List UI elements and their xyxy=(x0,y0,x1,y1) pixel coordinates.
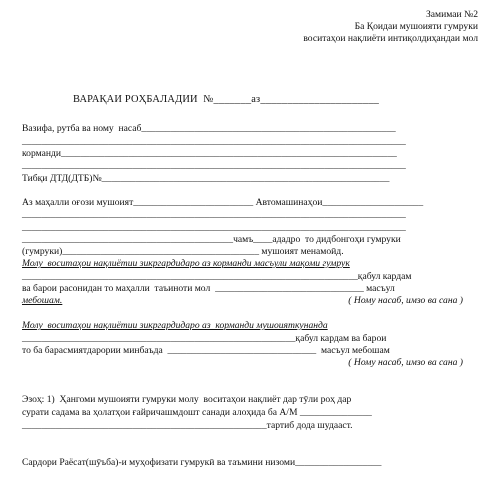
document-title: ВАРАҚАИ РОҲБАЛАДИИ №_______аз______________________ xyxy=(73,94,380,105)
section2-received-line: _________________________________________________________қабул кардам ва барои xyxy=(22,333,387,344)
officer-field: корманди______________________________________________________________________ xyxy=(22,148,397,159)
appendix-label: Замимаи №2 xyxy=(425,9,478,20)
section1-received-line: ______________________________________________________________________қабул кардам xyxy=(22,271,412,282)
header-line-1: Ба Қоидаи мушоияти гумруки xyxy=(354,21,478,32)
seals-count-field: ____________________________________________чамъ____ададро то дидбонгоҳи гумруки xyxy=(22,234,401,245)
section2-responsibility-line: то ба барасмиятдарории минбаъда _______________________________ масъул мебошам xyxy=(22,345,390,356)
escort-field-continued-2: ________________________________________________________________________________ xyxy=(22,222,406,233)
customs-post-field: (гумруки)_________________________________________ мушоият менамоӣд. xyxy=(22,246,344,257)
header-line-2: воситаҳои нақлиёти интиқолдиҳандаи мол xyxy=(303,33,478,44)
note-line-3: ___________________________________________________тартиб дода шудааст. xyxy=(22,420,353,431)
escort-start-field: Аз маҳалли оғози мушоият_________________________ Автомашинаҳои_____________________ xyxy=(22,197,424,208)
position-field: Вазифа, рутба ва ному насаб_____________________________________________________ xyxy=(22,123,396,134)
note-line-2: сурати садама ва ҳолатҳои ғайричашмдошт санади алоҳида ба А/М _______________ xyxy=(22,407,372,418)
section2-note: Молу воситаҳои нақлиётии зикргардидаро аз корманди мушоияткунанда xyxy=(22,320,328,331)
section1-signature-caption: ( Ному насаб, имзо ва сана ) xyxy=(348,295,463,306)
position-field-continued: ________________________________________________________________________________ xyxy=(22,136,406,147)
section1-responsibility-line: ва барои расонидан то маҳалли таъиноти мол _______________________________ масъул xyxy=(22,283,395,294)
section1-mebosham: мебошам. xyxy=(22,295,63,306)
officer-field-continued: ________________________________________________________________________________ xyxy=(22,160,406,171)
declaration-number-field: Тибқи ДТД(ДТБ)№____________________________________________________________ xyxy=(22,173,390,184)
section2-signature-caption: ( Ному насаб, имзо ва сана ) xyxy=(348,357,463,368)
footer-signatory: Сардори Раёсат(шӯъба)-и муҳофизати гумрукӣ ва таъмини низоми__________________ xyxy=(22,457,382,468)
note-line-1: Эзоҳ: 1) Ҳангоми мушоияти гумруки молу воситаҳои нақлиёт дар тӯли роҳ дар xyxy=(22,394,352,405)
section1-note: Молу воситаҳои нақлиётии зикргардидаро аз корманди масъули мақоми гумрук xyxy=(22,258,350,269)
escort-field-continued-1: ________________________________________________________________________________ xyxy=(22,209,406,220)
